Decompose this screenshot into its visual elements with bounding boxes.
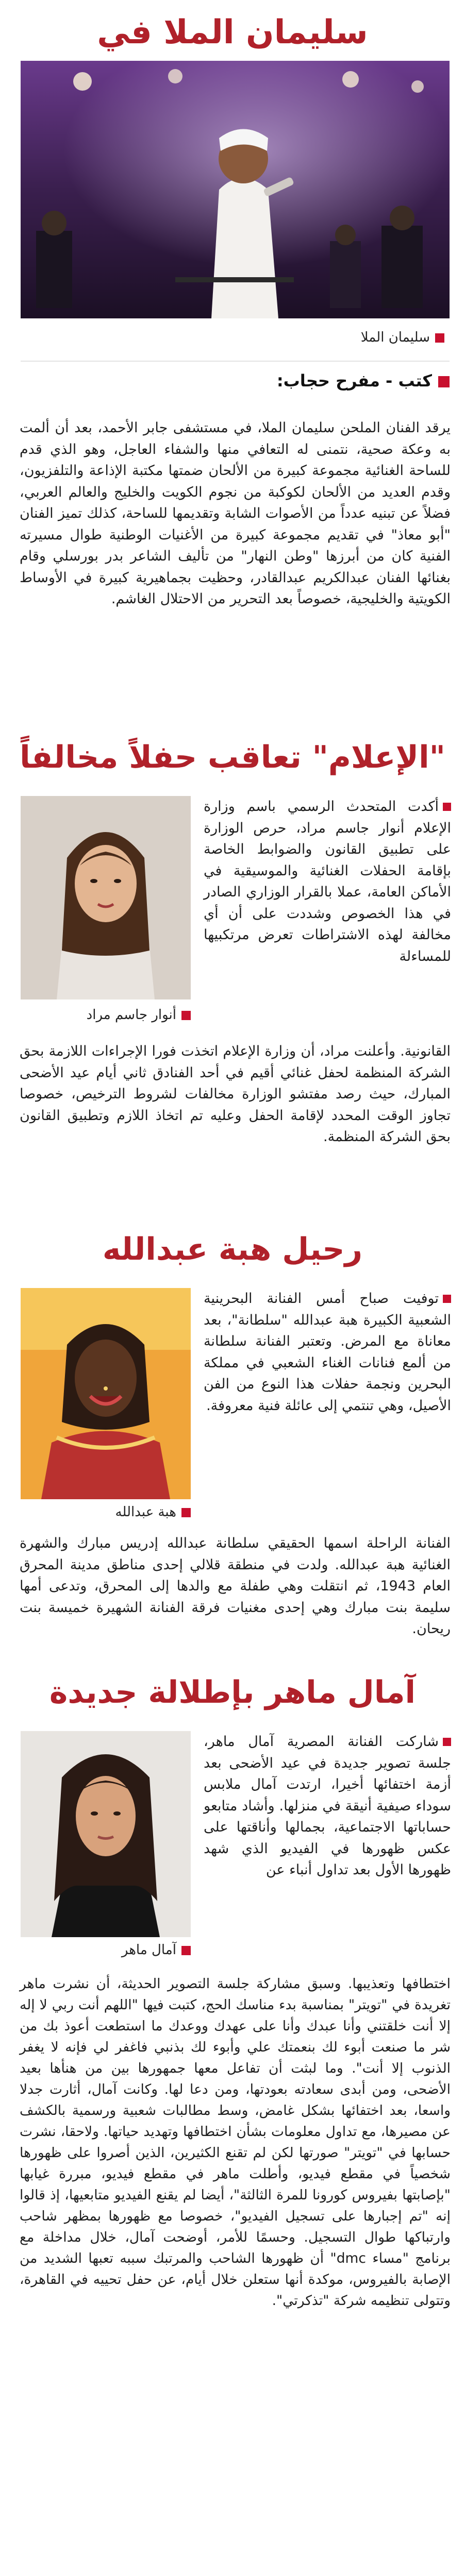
portrait-image: [21, 1288, 191, 1499]
caption-text: أنوار جاسم مراد: [86, 1007, 176, 1023]
article3-paragraph-top: توفيت صباح أمس الفنانة البحرينية الشعبية الكبيرة هبة عبدالله "سلطانة"، بعد معاناة مع المرض. وتعتبر الفنانة سلطانة من ألمع فنانات الغناء الشعبي في مملكة البحرين ونجمة حفلات هذا النوع من الفن الأصيل، وهي تنتمي إلى عائلة فنية معروفة.: [204, 1291, 451, 1414]
caption-text: آمال ماهر: [121, 1942, 176, 1958]
paragraph-bullet-icon: [443, 1738, 451, 1746]
article1-body: [20, 417, 451, 610]
article4-paragraph-top: شاركت الفنانة المصرية آمال ماهر، جلسة تصوير جديدة في عيد الأضحى بعد أزمة اختفائها أخيرا، ارتدت آمال ملابس سوداء صيفية أنيقة في منزلها. وأشاد متابعو حساباتها الاجتماعية، بجمالها وأناقتها على عكس ظهورها في الفيديو الذي شهد ظهورها الأول بعد تداول أنباء عن: [204, 1734, 451, 1878]
article1-photo: [21, 61, 450, 318]
article1-caption: [361, 330, 444, 345]
byline-text: كتب - مفرح حجاب:: [276, 371, 432, 391]
article1-byline: [277, 371, 450, 391]
article3-body-top: [204, 1288, 451, 1416]
article3-body-bottom: [20, 1533, 451, 1640]
article1-paragraph: يرقد الفنان الملحن سليمان الملا، في مستشفى جابر الأحمد، بعد أن ألمت به وعكة صحية، نتمنى له التعافي منها والشفاء العاجل، وهو الذي قدم للساحة الغنائية مجموعة كبيرة من الألحان ضمتها مكتبة الإذاعة والتلفزيون، وقدم العديد من الألحان لكوكبة من نجوم الكويت والخليج والعالم العربي، فضلاً عن تبنيه عدداً من الأصوات الشابة وتقديمها للساحة، كذلك تميز الفنان "أبو معاذ" في تقديم مجموعة كبيرة من الأغنيات الوطنية طوال مسيرته الفنية كان من أبرزها "وطن النهار" من تأليف الشاعر بدر بورسلي وقام بغنائها الفنان عبدالكريم عبدالقادر، وحظيت بجماهيرية كبيرة في الأوساط الكويتية والخليجية، خصوصاً بعد التحرير من الاحتلال الغاشم.: [20, 420, 451, 607]
caption-bullet-icon: [181, 1946, 191, 1955]
article2-body-top: [204, 796, 451, 967]
article2-paragraph-bottom: القانونية. وأعلنت مراد، أن وزارة الإعلام اتخذت فورا الإجراءات اللازمة بحق الشركة المنظمة لحفل غنائي أقيم في أحد الفنادق ثاني أيام عيد الأضحى المبارك، حيث رصد مفتشو الوزارة مخالفات لشروط الترخيص، خصوصا تجاوز الوقت المحدد لإقامة الحفل وعليه تم اتخاذ اللازم وتطبيق القانون بحق الشركة المنظمة.: [20, 1043, 451, 1145]
caption-text: هبة عبدالله: [115, 1504, 176, 1520]
article4-body-bottom: [20, 1973, 451, 2311]
portrait-image: [21, 796, 191, 999]
portrait-image: [21, 1731, 191, 1937]
article2-caption: [21, 1007, 191, 1023]
divider: [21, 361, 450, 362]
article4-paragraph-bottom: اختطافها وتعذيبها. وسبق مشاركة جلسة التصوير الحديثة، أن نشرت ماهر تغريدة في "تويتر" بمناسبة بدء مناسك الحج، كتبت فيها "اللهم أنت ربي لا إله إلا أنت خلقتني وأنا عبدك وأنا على عهدك ووعدك ما استطعت أعوذ بك من شر ما صنعت أبوء لك بنعمتك علي وأبوء لك بذنبي فاغفر لي فإنه لا يغفر الذنوب إلا أنت". وما لبثت أن تفاعل معها جمهورها بين من هنأها بعيد الأضحى، ومن أبدى سعادته بعودتها، ومن دعا لها. وكانت آمال، أثارت جدلا واسعا، بعد اختفائها بشكل غامض، وسط مطالبات شعبية ورسمية بالكشف عن مصيرها، مع تداول معلومات بشأن اختطافها وتهديد حياتها. ولاحقا، نشرت حسابها في "تويتر" صورتها لكن لم تقنع الكثيرين، الذين أصروا على ظهورها شخصياً في مقطع فيديو، وأطلت ماهر في مقطع فيديو، مبررة غيابها "بإصابتها بفيروس كورونا للمرة الثالثة"، أيضا لم يقنع الفيديو متابعيها، إذ قالوا إنه "تم إجبارها على تسجيل الفيديو"، خصوصا مع ظهورها بمظهر شاحب وارتباكها طوال التسجيل. وحسمًا للأمر، أوضحت آمال، خلال مداخلة مع برنامج "مساء dmc" أن ظهورها الشاحب والمرتبك سببه تعبها الشديد من الإصابة بالفيروس، موكدة أنها ستعلن خلال أيام، عن حفل تحييه في القاهرة، وتتولى تنظيمه شركة "تذكرتي".: [20, 1976, 451, 2309]
article3-caption: [21, 1504, 191, 1520]
caption-text: سليمان الملا: [360, 330, 430, 345]
concert-stage-image: [21, 61, 450, 318]
article2-paragraph-top: أكدت المتحدث الرسمي باسم وزارة الإعلام أنوار جاسم مراد، حرص الوزارة على تطبيق القانون والضوابط الخاصة بإقامة الحفلات الغنائية والموسيقية في الأماكن العامة، عملا بالقرار الوزاري الصادر في هذا الخصوص وشددت على أن أي مخالفة لهذه الاشتراطات تعرض مرتكبيها للمساءلة: [204, 799, 451, 964]
paragraph-bullet-icon: [443, 1295, 451, 1303]
article3-photo: [21, 1288, 191, 1499]
article4-headline: آمال ماهر بإطلالة جديدة: [49, 1674, 416, 1710]
article2-headline: "الإعلام" تعاقب حفلاً مخالفاً: [20, 739, 445, 775]
caption-bullet-icon: [181, 1011, 191, 1020]
byline-bullet-icon: [438, 376, 450, 387]
caption-bullet-icon: [435, 333, 444, 343]
article4-body-top: [204, 1731, 451, 1881]
article2-body-bottom: [20, 1041, 451, 1148]
article3-headline: رحيل هبة عبدالله: [102, 1231, 363, 1267]
paragraph-bullet-icon: [443, 803, 451, 811]
article2-photo: [21, 796, 191, 999]
article3-paragraph-bottom: الفنانة الراحلة اسمها الحقيقي سلطانة عبدالله إدريس مبارك والشهرة الغنائية هبة عبدالله. ولدت في منطقة قلالي إحدى مناطق مدينة المحرق العام 1943، ثم انتقلت وهي طفلة مع والدها إلى المحرق، وتدعى أمها سليمة بنت مبارك وهي إحدى مغنيات فرقة الفنانة الشهيرة خميسة بنت ريحان.: [20, 1535, 451, 1637]
article1-headline: سليمان الملا في: [97, 13, 368, 52]
caption-bullet-icon: [181, 1508, 191, 1517]
article4-caption: [21, 1942, 191, 1958]
article4-photo: [21, 1731, 191, 1937]
